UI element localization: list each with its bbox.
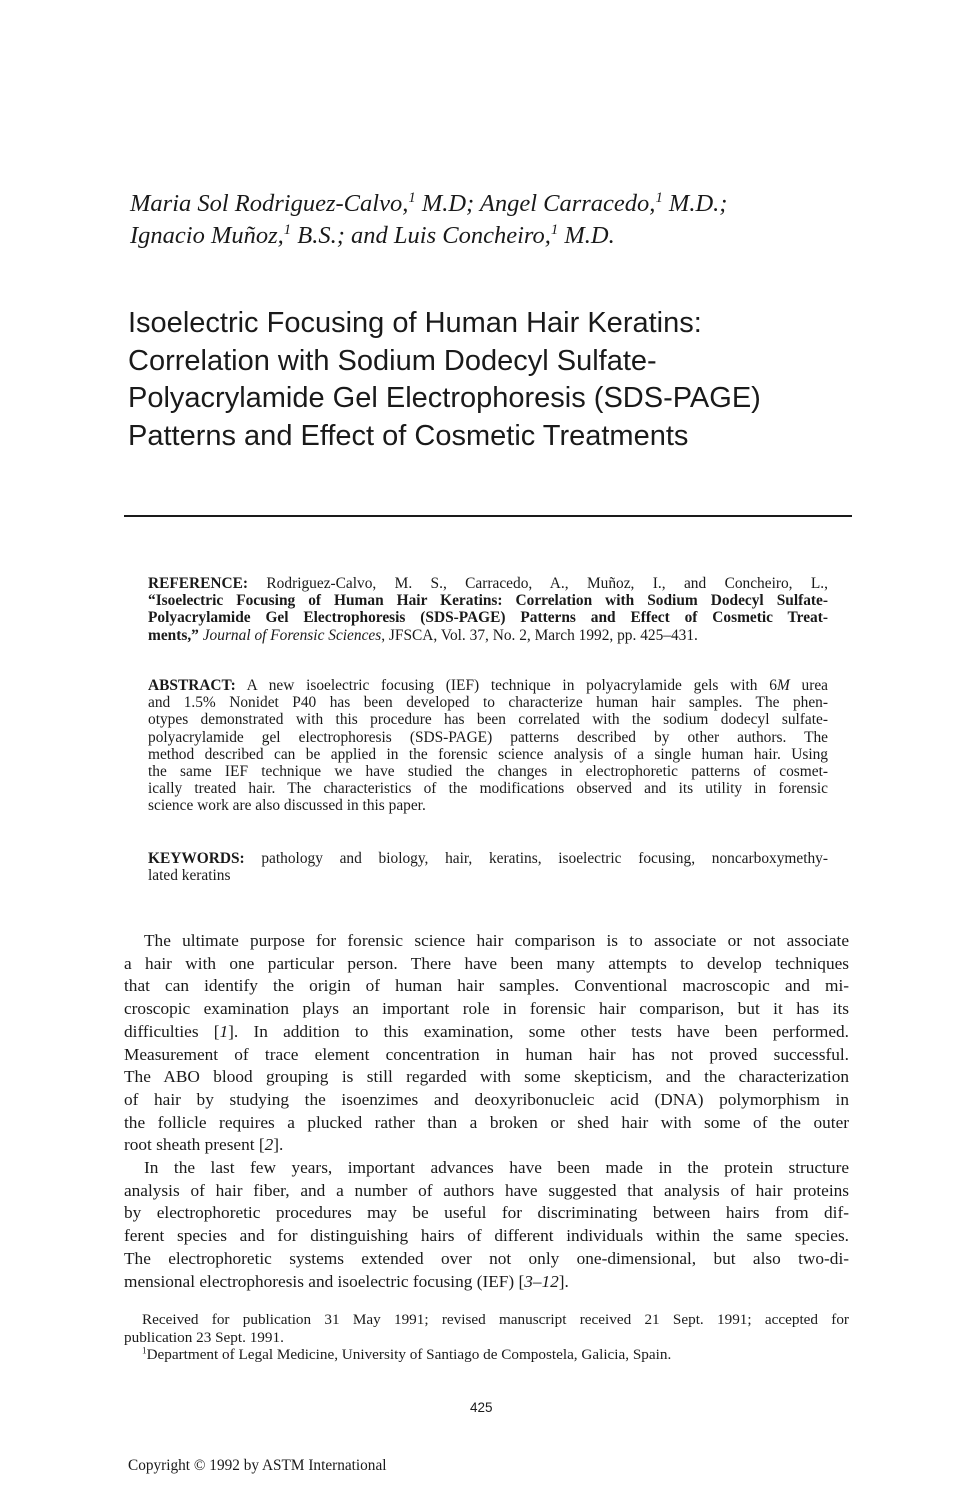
body-line: a hair with one particular person. There have been many attempts to develop techniques <box>124 953 849 973</box>
keywords-line: lated keratins <box>148 867 231 885</box>
author-degree: M.D.; <box>662 190 728 217</box>
abstract-line: method described can be applied in the forensic science analysis of a single human hair. Using <box>148 745 828 763</box>
body-line: that can identify the origin of human hair samples. Conventional macroscopic and mi- <box>124 976 849 996</box>
title-line: Correlation with Sodium Dodecyl Sulfate- <box>128 344 657 377</box>
title-divider <box>124 515 852 517</box>
body-line: The ultimate purpose for forensic science hair comparison is to associate or not associate <box>144 931 849 950</box>
affiliation-note <box>124 1346 849 1364</box>
received-note: Received for publication 31 May 1991; revised manuscript received 21 Sept. 1991; accepted for <box>142 1311 849 1328</box>
abstract-label: ABSTRACT: <box>148 677 236 694</box>
affiliation-marker: 1 <box>283 222 292 239</box>
body-text <box>124 930 849 1293</box>
author-list <box>130 188 850 252</box>
reference-title-line: Polyacrylamide Gel Electrophoresis (SDS-PAGE) Patterns and Effect of Cosmetic Treat- <box>148 609 828 627</box>
reference-block <box>148 575 828 644</box>
body-line: analysis of hair fiber, and a number of authors have suggested that analysis of hair proteins <box>124 1180 849 1200</box>
body-line: by electrophoretic procedures may be useful for discriminating between hairs from dif- <box>124 1203 849 1223</box>
affiliation-text: Department of Legal Medicine, University of Santiago de Compostela, Galicia, Spain. <box>146 1346 672 1363</box>
author-degree: M.D. <box>558 222 615 249</box>
received-note: publication 23 Sept. 1991. <box>124 1328 284 1346</box>
abstract-text: A new isoelectric focusing (IEF) technique in polyacrylamide gels with 6 <box>235 677 777 694</box>
title-line: Patterns and Effect of Cosmetic Treatments <box>128 419 689 452</box>
body-text-run: ]. <box>273 1135 284 1155</box>
affiliation-marker: 1 <box>550 222 559 239</box>
reference-line <box>148 575 828 592</box>
body-line: ferent species and for distinguishing hairs of different individuals within the same species. <box>124 1226 849 1246</box>
abstract-block <box>148 677 828 815</box>
author-name: B.S.; and Luis Concheiro, <box>291 222 551 249</box>
title-line: Isoelectric Focusing of Human Hair Keratins: <box>128 307 702 339</box>
keywords-block <box>148 850 828 884</box>
author-line-1 <box>130 188 850 220</box>
citation-ref: 3–12 <box>524 1271 559 1291</box>
body-text-run: root sheath present [ <box>124 1135 265 1155</box>
body-text-run: difficulties [ <box>124 1021 220 1041</box>
keywords-label: KEYWORDS: <box>148 850 245 867</box>
affiliation-marker: 1 <box>408 190 416 207</box>
body-line <box>124 1134 849 1157</box>
abstract-line: polyacrylamide gel electrophoresis (SDS-PAGE) patterns described by other authors. The <box>148 728 828 746</box>
keywords-line <box>148 850 828 867</box>
page-number: 425 <box>470 1400 493 1415</box>
body-line <box>124 1271 849 1294</box>
body-line: of hair by studying the isoenzimes and deoxyribonucleic acid (DNA) polymorphism in <box>124 1089 849 1109</box>
abstract-line: otypes demonstrated with this procedure has been correlated with the sodium dodecyl sulfate- <box>148 711 828 729</box>
abstract-text: M <box>776 677 790 694</box>
author-name: M.D; Angel Carracedo, <box>415 190 656 217</box>
reference-title-line: ments,” <box>148 626 199 644</box>
reference-title-line: “Isoelectric Focusing of Human Hair Keratins: Correlation with Sodium Dodecyl Sulfate- <box>148 592 828 610</box>
author-name: Maria Sol Rodriguez-Calvo, <box>130 190 409 217</box>
author-line-2 <box>130 220 850 252</box>
body-line <box>124 1021 849 1044</box>
body-text-run: ]. <box>558 1271 569 1291</box>
footnotes <box>124 1311 849 1364</box>
copyright-notice: Copyright © 1992 by ASTM International <box>128 1457 387 1474</box>
body-line: The electrophoretic systems extended over not only one-dimensional, but also two-di- <box>124 1248 849 1268</box>
journal-name: Journal of Forensic Sciences <box>198 626 382 644</box>
abstract-line: science work are also discussed in this paper. <box>148 797 426 815</box>
reference-label: REFERENCE: <box>148 575 249 592</box>
article-title <box>128 305 858 455</box>
body-line: In the last few years, important advances have been made in the protein structure <box>144 1158 849 1178</box>
body-line: Measurement of trace element concentration in human hair has not proved successful. <box>124 1044 849 1064</box>
abstract-line: the same IEF technique we have studied the changes in electrophoretic patterns of cosmet- <box>148 763 828 781</box>
author-name: Ignacio Muñoz, <box>130 222 284 249</box>
affiliation-marker: 1 <box>142 1345 147 1356</box>
abstract-text: urea <box>789 677 828 694</box>
body-line: the follicle requires a plucked rather than a broken or shed hair with some of the outer <box>124 1112 849 1132</box>
reference-line <box>148 627 828 644</box>
body-line: The ABO blood grouping is still regarded with some skepticism, and the characterization <box>124 1067 849 1087</box>
body-text-run: mensional electrophoresis and isoelectric focusing (IEF) [ <box>124 1271 525 1291</box>
affiliation-marker: 1 <box>655 190 663 207</box>
keywords-text: pathology and biology, hair, keratins, isoelectric focusing, noncarboxymethy- <box>244 850 828 867</box>
body-line: croscopic examination plays an important role in forensic hair comparison, but it has its <box>124 999 849 1019</box>
reference-authors: Rodriguez-Calvo, M. S., Carracedo, A., Muñoz, I., and Concheiro, L., <box>248 575 828 592</box>
abstract-line <box>148 677 828 694</box>
abstract-line: ically treated hair. The characteristics of the modifications observed and its utility in forensic <box>148 780 828 798</box>
body-text-run: ]. In addition to this examination, some other tests have been performed. <box>228 1021 849 1041</box>
citation-ref: 1 <box>219 1021 229 1041</box>
abstract-line: and 1.5% Nonidet P40 has been developed to characterize human hair samples. The phen- <box>148 694 828 712</box>
citation-ref: 2 <box>264 1135 274 1155</box>
title-line: Polyacrylamide Gel Electrophoresis (SDS-PAGE) <box>128 382 761 414</box>
reference-citation: , JFSCA, Vol. 37, No. 2, March 1992, pp. 425–431. <box>381 626 698 644</box>
